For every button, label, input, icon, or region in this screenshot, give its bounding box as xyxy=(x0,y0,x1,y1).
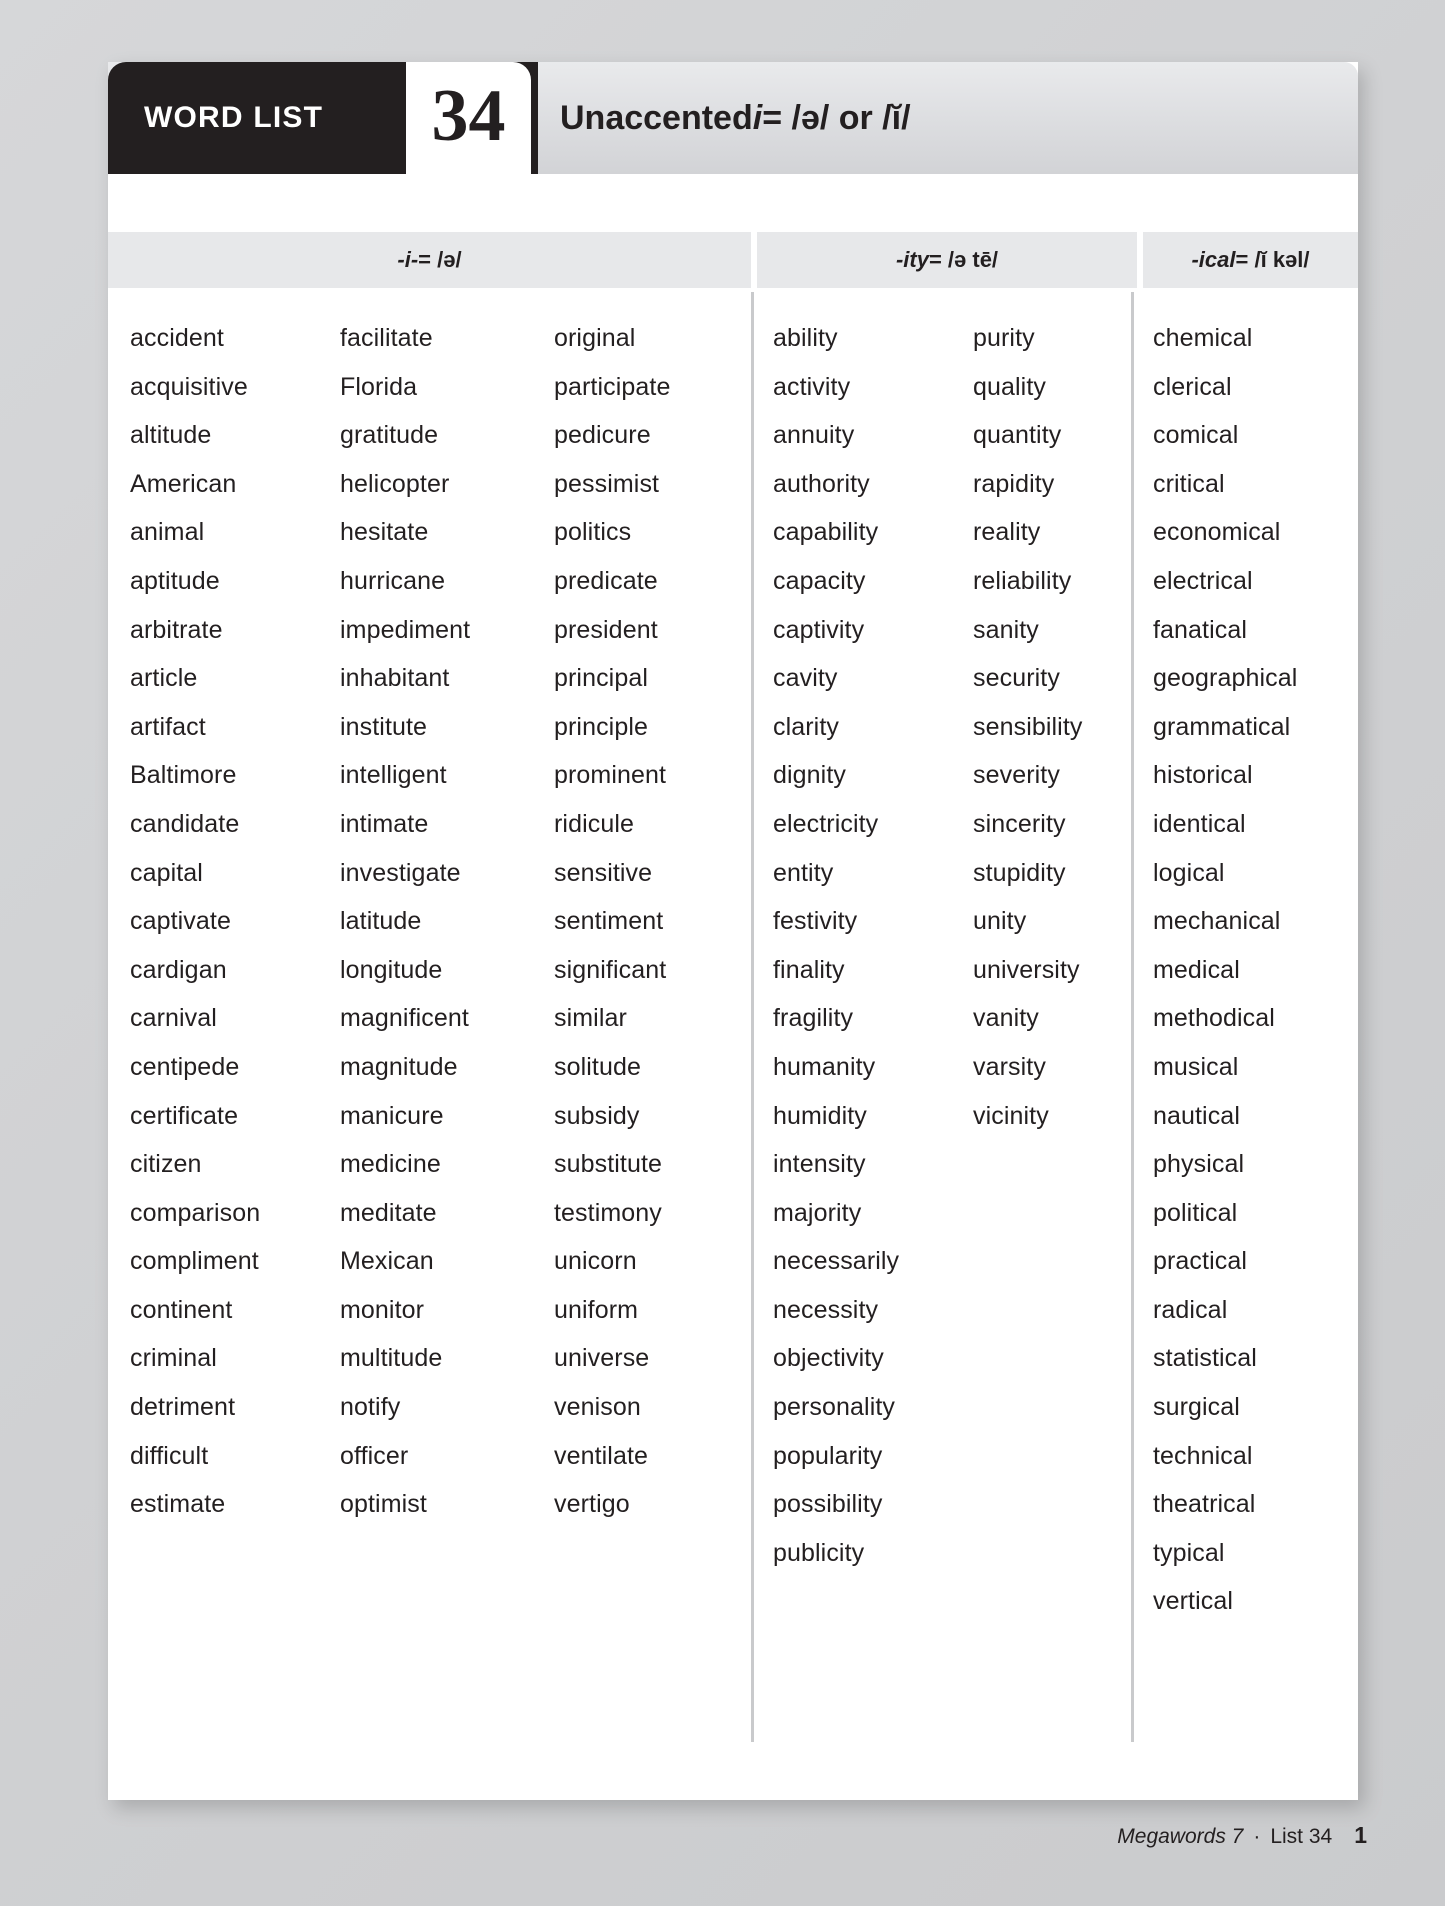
word-item: notify xyxy=(340,1393,401,1422)
word-item: necessarily xyxy=(773,1247,900,1276)
word-item: humidity xyxy=(773,1101,867,1130)
word-item: electricity xyxy=(773,809,879,838)
word-item: clarity xyxy=(773,712,839,741)
word-item: uniform xyxy=(554,1295,639,1324)
word-item: sentiment xyxy=(554,907,664,936)
word-item: sensitive xyxy=(554,858,653,887)
word-item: artifact xyxy=(130,712,206,741)
column-header-band xyxy=(108,232,1358,288)
word-item: principal xyxy=(554,664,649,693)
word-item: purity xyxy=(973,324,1035,352)
word-item: participate xyxy=(554,372,671,401)
column-header-i-schwa-affix: -i- xyxy=(397,247,419,272)
word-item: economical xyxy=(1153,518,1281,547)
word-item: activity xyxy=(773,372,851,401)
footer-book-title: Megawords 7 xyxy=(1117,1825,1244,1848)
footer-list-label: List 34 xyxy=(1270,1825,1333,1848)
word-item: dignity xyxy=(773,761,846,790)
word-item: identical xyxy=(1153,809,1246,838)
word-item: musical xyxy=(1153,1052,1239,1081)
word-item: ventilate xyxy=(554,1441,649,1470)
word-item: cardigan xyxy=(130,955,227,984)
word-item: intimate xyxy=(340,809,429,838)
page-footer xyxy=(1117,1822,1367,1849)
word-item: accident xyxy=(130,324,224,352)
word-item: captivate xyxy=(130,907,231,936)
word-item: methodical xyxy=(1153,1004,1275,1033)
word-item: severity xyxy=(973,761,1060,790)
word-item: animal xyxy=(130,518,205,547)
word-item: aptitude xyxy=(130,566,220,595)
word-item: manicure xyxy=(340,1101,444,1130)
page-title-suffix: = /ə/ or /ĭ/ xyxy=(762,98,911,137)
word-item: majority xyxy=(773,1198,862,1227)
word-item: certificate xyxy=(130,1101,239,1130)
word-item: mechanical xyxy=(1153,907,1281,936)
word-item: stupidity xyxy=(973,858,1066,887)
word-item: facilitate xyxy=(340,324,433,352)
word-item: comparison xyxy=(130,1198,261,1227)
word-item: substitute xyxy=(554,1150,663,1179)
word-column-a xyxy=(130,288,340,1529)
word-item: nautical xyxy=(1153,1101,1240,1130)
word-item: logical xyxy=(1153,858,1225,887)
word-item: clerical xyxy=(1153,372,1232,401)
word-item: vertical xyxy=(1153,1587,1233,1616)
word-item: investigate xyxy=(340,858,461,887)
word-item: sincerity xyxy=(973,809,1066,838)
word-item: multitude xyxy=(340,1344,443,1373)
word-item: institute xyxy=(340,712,428,741)
word-item: prominent xyxy=(554,761,667,790)
word-item: inhabitant xyxy=(340,664,450,693)
word-item: politics xyxy=(554,518,632,547)
word-item: quantity xyxy=(973,421,1062,450)
word-item: finality xyxy=(773,955,845,984)
word-item: physical xyxy=(1153,1150,1245,1179)
word-item: quality xyxy=(973,372,1046,401)
word-item: significant xyxy=(554,955,667,984)
word-item: objectivity xyxy=(773,1344,884,1373)
word-item: medical xyxy=(1153,955,1240,984)
word-item: chemical xyxy=(1153,324,1253,352)
word-item: captivity xyxy=(773,615,865,644)
word-item: popularity xyxy=(773,1441,883,1470)
word-item: testimony xyxy=(554,1198,662,1227)
word-item: centipede xyxy=(130,1052,240,1081)
word-item: ridicule xyxy=(554,809,634,838)
word-item: humanity xyxy=(773,1052,876,1081)
header-spacer xyxy=(108,174,1358,232)
word-item: hesitate xyxy=(340,518,429,547)
word-item: American xyxy=(130,469,237,498)
word-item: continent xyxy=(130,1295,233,1324)
word-item: capability xyxy=(773,518,879,547)
word-item: theatrical xyxy=(1153,1490,1256,1519)
word-column-c xyxy=(554,288,754,1529)
word-column-f xyxy=(1153,288,1353,1626)
word-item: universe xyxy=(554,1344,650,1373)
word-column-b xyxy=(340,288,554,1529)
word-item: reality xyxy=(973,518,1041,547)
word-item: vicinity xyxy=(973,1101,1049,1130)
word-item: personality xyxy=(773,1393,895,1422)
word-item: reliability xyxy=(973,566,1072,595)
word-item: unity xyxy=(973,907,1027,936)
word-item: similar xyxy=(554,1004,627,1033)
word-item: helicopter xyxy=(340,469,450,498)
word-item: political xyxy=(1153,1198,1238,1227)
word-item: magnificent xyxy=(340,1004,469,1033)
word-item: president xyxy=(554,615,658,644)
word-item: hurricane xyxy=(340,566,446,595)
word-item: Florida xyxy=(340,372,418,401)
word-item: officer xyxy=(340,1441,409,1470)
word-item: candidate xyxy=(130,809,240,838)
word-item: arbitrate xyxy=(130,615,223,644)
word-item: sanity xyxy=(973,615,1039,644)
word-item: longitude xyxy=(340,955,443,984)
page-title-prefix: Unaccented xyxy=(560,98,753,137)
column-header-ical xyxy=(1143,232,1358,288)
word-item: predicate xyxy=(554,566,658,595)
column-header-ical-sound: = /ĭ kəl/ xyxy=(1235,247,1310,272)
word-item: security xyxy=(973,664,1060,693)
word-item: gratitude xyxy=(340,421,439,450)
word-item: magnitude xyxy=(340,1052,458,1081)
word-item: latitude xyxy=(340,907,422,936)
word-item: statistical xyxy=(1153,1344,1257,1373)
word-item: difficult xyxy=(130,1441,209,1470)
footer-page-number: 1 xyxy=(1354,1822,1367,1848)
word-item: vanity xyxy=(973,1004,1039,1033)
word-item: monitor xyxy=(340,1295,425,1324)
column-header-ity-affix: -ity xyxy=(895,247,929,272)
word-item: critical xyxy=(1153,469,1225,498)
word-item: article xyxy=(130,664,198,693)
word-item: Baltimore xyxy=(130,761,237,790)
column-header-i-schwa-sound: = /ə/ xyxy=(418,247,462,272)
word-column-e xyxy=(973,288,1163,1577)
word-item: intensity xyxy=(773,1150,866,1179)
list-number-plate xyxy=(406,62,531,174)
word-item: vertigo xyxy=(554,1490,630,1519)
word-group-ity xyxy=(773,288,1163,1577)
word-item: varsity xyxy=(973,1052,1046,1081)
word-item: original xyxy=(554,324,636,352)
word-list-body xyxy=(108,288,1358,1800)
word-item: medicine xyxy=(340,1150,441,1179)
word-item: sensibility xyxy=(973,712,1083,741)
word-item: radical xyxy=(1153,1295,1228,1324)
word-item: grammatical xyxy=(1153,712,1291,741)
word-item: ability xyxy=(773,324,838,352)
word-item: estimate xyxy=(130,1490,226,1519)
word-item: criminal xyxy=(130,1344,217,1373)
word-item: optimist xyxy=(340,1490,427,1519)
word-item: unicorn xyxy=(554,1247,637,1276)
word-item: technical xyxy=(1153,1441,1253,1470)
word-item: surgical xyxy=(1153,1393,1240,1422)
page-title-italic: i xyxy=(752,98,763,137)
word-item: necessity xyxy=(773,1295,879,1324)
list-number: 34 xyxy=(431,75,506,157)
page-header xyxy=(108,62,1358,174)
word-item: subsidy xyxy=(554,1101,640,1130)
word-item: historical xyxy=(1153,761,1253,790)
word-item: comical xyxy=(1153,421,1239,450)
word-item: capital xyxy=(130,858,203,887)
word-list-label: WORD LIST xyxy=(144,101,324,134)
word-item: principle xyxy=(554,712,649,741)
word-item: meditate xyxy=(340,1198,437,1227)
word-item: rapidity xyxy=(973,469,1055,498)
word-item: fragility xyxy=(773,1004,854,1033)
word-column-d xyxy=(773,288,973,1577)
word-item: geographical xyxy=(1153,664,1298,693)
word-item: detriment xyxy=(130,1393,236,1422)
word-item: university xyxy=(973,955,1080,984)
word-item: authority xyxy=(773,469,870,498)
word-item: Mexican xyxy=(340,1247,434,1276)
word-item: acquisitive xyxy=(130,372,248,401)
word-item: venison xyxy=(554,1393,641,1422)
column-header-ity xyxy=(757,232,1137,288)
footer-separator: · xyxy=(1253,1825,1261,1848)
word-item: altitude xyxy=(130,421,212,450)
word-item: carnival xyxy=(130,1004,217,1033)
page-title xyxy=(560,62,911,174)
word-item: cavity xyxy=(773,664,838,693)
word-item: entity xyxy=(773,858,834,887)
word-item: citizen xyxy=(130,1150,202,1179)
word-group-i-schwa xyxy=(130,288,754,1529)
word-item: capacity xyxy=(773,566,866,595)
column-header-ical-affix: -ical xyxy=(1191,247,1236,272)
column-header-i-schwa xyxy=(108,232,751,288)
word-item: fanatical xyxy=(1153,615,1248,644)
column-header-ity-sound: = /ə tē/ xyxy=(928,247,999,272)
word-item: compliment xyxy=(130,1247,259,1276)
word-item: pessimist xyxy=(554,469,660,498)
word-item: publicity xyxy=(773,1538,865,1567)
word-item: annuity xyxy=(773,421,855,450)
word-item: impediment xyxy=(340,615,471,644)
word-item: festivity xyxy=(773,907,858,936)
worksheet-sheet xyxy=(108,62,1358,1800)
word-item: practical xyxy=(1153,1247,1247,1276)
word-item: intelligent xyxy=(340,761,447,790)
word-item: typical xyxy=(1153,1538,1225,1567)
word-item: electrical xyxy=(1153,566,1253,595)
word-item: solitude xyxy=(554,1052,641,1081)
word-item: pedicure xyxy=(554,421,651,450)
word-group-ical xyxy=(1153,288,1353,1626)
word-item: possibility xyxy=(773,1490,883,1519)
